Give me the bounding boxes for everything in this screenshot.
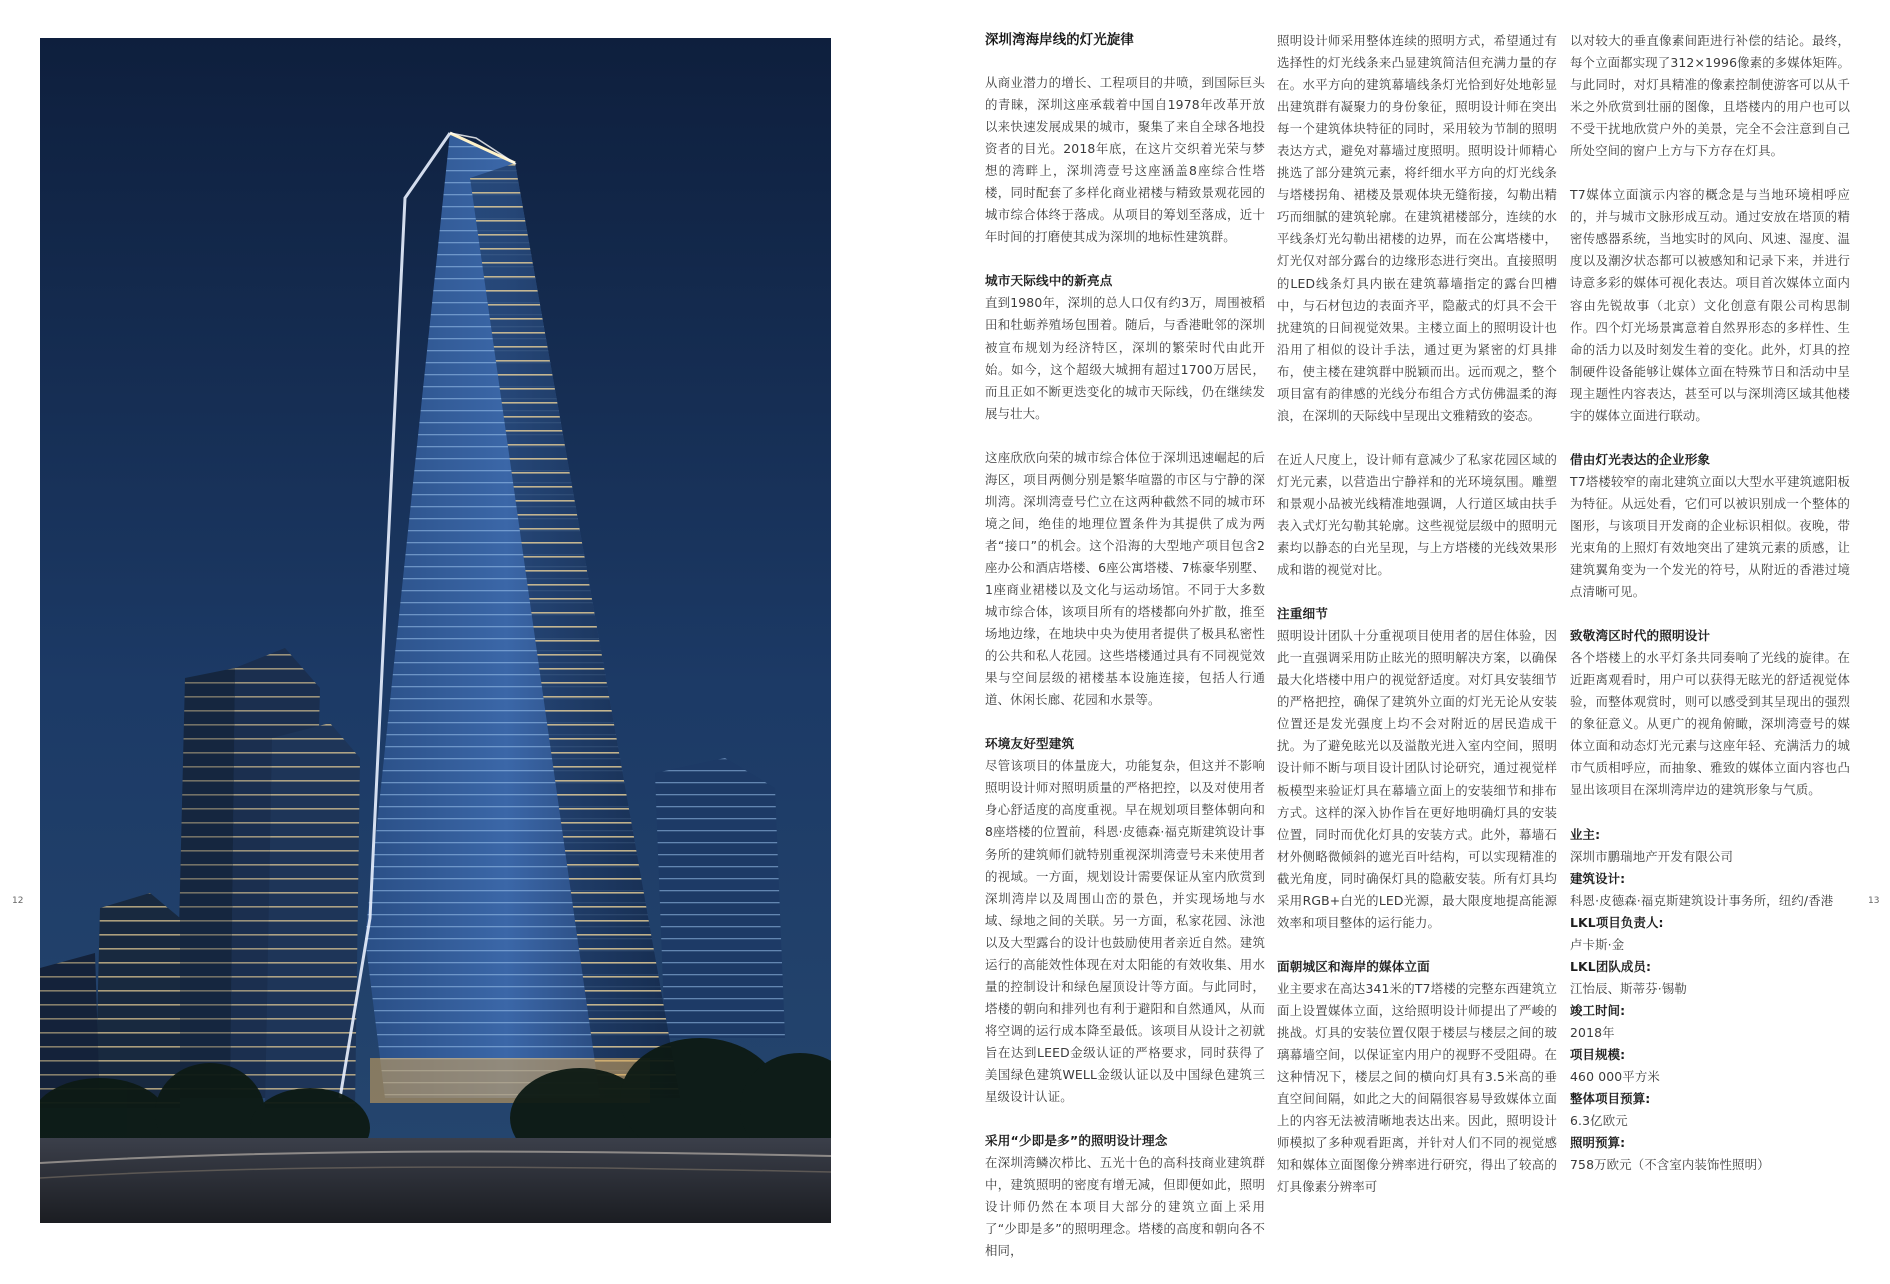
section-heading: 致敬湾区时代的照明设计 [1570, 628, 1711, 644]
info-label: 竣工时间: [1570, 1002, 1626, 1018]
text-column-1 [985, 30, 1265, 1284]
project-info [1570, 824, 1850, 1177]
info-value: 江怡辰、斯蒂芬·锡勒 [1570, 980, 1687, 996]
body-paragraph: 照明设计师采用整体连续的照明方式，希望通过有选择性的灯光线条来凸显建筑简洁但充满力量的存在。水平方向的建筑幕墙线条灯光恰到好处地彰显出建筑群有凝聚力的身份象征，照明设计师在突出每一个建筑体块特征的同时，采用较为节制的照明表达方式，避免对幕墙过度照明。照明设计师精心挑选了部分建筑元素，将纤细水平方向的灯光线条与塔楼拐角、裙楼及景观体块无缝衔接，勾勒出精巧而细腻的建筑轮廓。在建筑裙楼部分，连续的水平线条灯光勾勒出裙楼的边界，而在公寓塔楼中，灯光仅对部分露台的边缘形态进行突出。直接照明的LED线条灯具内嵌在建筑幕墙指定的露台凹槽中，与石材包边的表面齐平，隐蔽式的灯具不会干扰建筑的日间视觉效果。主楼立面上的照明设计也沿用了相似的设计手法，通过更为紧密的灯具排布，使主楼在建筑群中脱颖而出。远而观之，整个项目富有韵律感的光线分布组合方式仿佛温柔的海浪，在深圳的天际线中呈现出文雅精致的姿态。 [1277, 33, 1557, 423]
article-title: 深圳湾海岸线的灯光旋律 [985, 33, 1134, 48]
info-value: 758万欧元（不含室内装饰性照明） [1570, 1157, 1770, 1173]
body-paragraph: T7媒体立面演示内容的概念是与当地环境相呼应的，并与城市文脉形成互动。通过安放在塔顶的精密传感器系统，当地实时的风向、风速、湿度、温度以及潮汐状态都可以被感知和记录下来，并进行诗意多彩的媒体可视化表达。项目首次媒体立面内容由先锐故事（北京）文化创意有限公司构思制作。四个灯光场景寓意着自然界形态的多样性、生命的活力以及时刻发生着的变化。此外，灯具的控制硬件设备能够让媒体立面在特殊节日和活动中呈现主题性内容表达，甚至可以与深圳湾区域其他楼宇的媒体立面进行联动。 [1570, 187, 1850, 423]
page-number-left: 12 [12, 896, 24, 906]
section-heading: 环境友好型建筑 [985, 736, 1075, 752]
page-number-right: 13 [1868, 896, 1880, 906]
info-label: 照明预算: [1570, 1135, 1626, 1151]
text-column-3 [1570, 30, 1850, 1189]
info-label: 项目规模: [1570, 1046, 1626, 1062]
body-paragraph: 在近人尺度上，设计师有意减少了私家花园区域的灯光元素，以营造出宁静祥和的光环境氛围。雕塑和景观小品被光线精准地强调，人行道区域由扶手表入式灯光勾勒其轮廓。这些视觉层级中的照明元素均以静态的白光呈现，与上方塔楼的光线效果形成和谐的视觉对比。 [1277, 451, 1557, 578]
body-paragraph: 业主要求在高达341米的T7塔楼的完整东西建筑立面上设置媒体立面，这给照明设计师提出了严峻的挑战。灯具的安装位置仅限于楼层与楼层之间的玻璃幕墙空间，以保证室内用户的视野不受阻碍。在这种情况下，楼层之间的横向灯具有3.5米高的垂直空间间隔，如此之大的间隔很容易导致媒体立面上的内容无法被清晰地表达出来。因此，照明设计师模拟了多种观看距离，并针对人们不同的视觉感知和媒体立面图像分辨率进行研究，得出了较高的灯具像素分辨率可 [1277, 980, 1557, 1195]
section-heading: 城市天际线中的新亮点 [985, 273, 1113, 289]
info-label: LKL团队成员: [1570, 958, 1652, 974]
body-paragraph: T7塔楼较窄的南北建筑立面以大型水平建筑遮阳板为特征。从远处看，它们可以被识别成一个整体的图形，与该项目开发商的企业标识相似。夜晚，带光束角的上照灯有效地突出了建筑元素的质感，让建筑翼角变为一个发光的符号，从附近的香港过境点清晰可见。 [1570, 473, 1850, 600]
body-paragraph: 直到1980年，深圳的总人口仅有约3万，周围被稻田和牡蛎养殖场包围着。随后，与香港毗邻的深圳被宣布规划为经济特区，深圳的繁荣时代由此开始。如今，这个超级大城拥有超过1700万居民，而且正如不断更迭变化的城市天际线，仍在继续发展与壮大。 [985, 295, 1265, 421]
section-heading: 采用“少即是多”的照明设计理念 [985, 1133, 1168, 1149]
info-value: 6.3亿欧元 [1570, 1113, 1628, 1129]
photo-illustration [40, 38, 831, 1223]
body-paragraph: 以对较大的垂直像素间距进行补偿的结论。最终，每个立面都实现了312×1996像素的多媒体矩阵。与此同时，对灯具精准的像素控制使游客可以从千米之外欣赏到壮丽的图像，且塔楼内的用户也可以不受干扰地欣赏户外的美景，完全不会注意到自己所处空间的窗户上方与下方存在灯具。 [1570, 33, 1850, 159]
body-paragraph: 在深圳湾鳞次栉比、五光十色的高科技商业建筑群中，建筑照明的密度有增无减，但即便如此，照明设计师仍然在本项目大部分的建筑立面上采用了“少即是多”的照明理念。塔楼的高度和朝向各不相同， [985, 1155, 1265, 1259]
info-value: 卢卡斯·金 [1570, 936, 1625, 952]
body-paragraph: 从商业潜力的增长、工程项目的井喷，到国际巨头的青睐，深圳这座承载着中国自1978年改革开放以来快速发展成果的城市，聚集了来自全球各地投资者的目光。2018年底，在这片交织着光荣与梦想的湾畔上，深圳湾壹号这座涵盖8座综合性塔楼，同时配套了多样化商业裙楼与精致景观花园的城市综合体终于落成。从项目的筹划至落成，近十年时间的打磨使其成为深圳的地标性建筑群。 [985, 75, 1265, 245]
info-label: 建筑设计: [1570, 870, 1626, 886]
info-value: 科恩·皮德森·福克斯建筑设计事务所，纽约/香港 [1570, 892, 1834, 908]
info-label: LKL项目负责人: [1570, 914, 1664, 930]
body-paragraph: 各个塔楼上的水平灯条共同奏响了光线的旋律。在近距离观看时，用户可以获得无眩光的舒适视觉体验，而整体观赏时，则可以感受到其呈现出的强烈的象征意义。从更广的视角俯瞰，深圳湾壹号的媒体立面和动态灯光元素与这座年轻、充满活力的城市气质相呼应，而抽象、雅致的媒体立面内容也凸显出该项目在深圳湾岸边的建筑形象与气质。 [1570, 650, 1850, 798]
section-heading: 借由灯光表达的企业形象 [1570, 451, 1711, 467]
info-label: 整体项目预算: [1570, 1091, 1651, 1107]
body-paragraph: 尽管该项目的体量庞大，功能复杂，但这并不影响照明设计师对照明质量的严格把控，以及对使用者身心舒适度的高度重视。早在规划项目整体朝向和8座塔楼的位置前，科恩·皮德森·福克斯建筑设计事务所的建筑师们就特别重视深圳湾壹号未来使用者的视域。一方面，规划设计需要保证从室内欣赏到深圳湾岸以及周围山峦的景色，并实现场地与水域、绿地之间的关联。另一方面，私家花园、泳池以及大型露台的设计也鼓励使用者亲近自然。建筑运行的高能效性体现在对太阳能的有效收集、用水量的控制设计和绿色屋顶设计等方面。与此同时，塔楼的朝向和排列也有利于避阳和自然通风，从而将空调的运行成本降至最低。该项目从设计之初就旨在达到LEED金级认证的严格要求，同时获得了美国绿色建筑WELL金级认证以及中国绿色建筑三星级设计认证。 [985, 758, 1265, 1105]
text-column-2 [1277, 30, 1557, 1220]
info-label: 业主: [1570, 826, 1601, 842]
body-paragraph: 照明设计团队十分重视项目使用者的居住体验，因此一直强调采用防止眩光的照明解决方案，以确保最大化塔楼中用户的视觉舒适度。对灯具安装细节的严格把控，确保了建筑外立面的灯光无论从安装位置还是发光强度上均不会对附近的居民造成干扰。为了避免眩光以及溢散光进入室内空间，照明设计师不断与项目设计团队讨论研究，通过视觉样板模型来验证灯具在幕墙立面上的安装细节和排布方式。这样的深入协作旨在更好地明确灯具的安装位置，同时而优化灯具的安装方式。此外，幕墙石材外侧略微倾斜的遮光百叶结构，可以实现精准的截光角度，同时确保灯具的隐蔽安装。所有灯具均采用RGB+白光的LED光源，最大限度地提高能源效率和项目整体的运行能力。 [1277, 628, 1557, 930]
info-value: 深圳市鹏瑞地产开发有限公司 [1570, 848, 1734, 864]
section-heading: 面朝城区和海岸的媒体立面 [1277, 958, 1430, 974]
info-value: 2018年 [1570, 1024, 1615, 1040]
night-skyline-photo [40, 38, 831, 1223]
body-paragraph: 这座欣欣向荣的城市综合体位于深圳迅速崛起的后海区，项目两侧分别是繁华喧嚣的市区与宁静的深圳湾。深圳湾壹号伫立在这两种截然不同的城市环境之间，绝佳的地理位置条件为其提供了成为两者“接口”的机会。这个沿海的大型地产项目包含2座办公和酒店塔楼、6座公寓塔楼、7栋豪华别墅、1座商业裙楼以及文化与运动场馆。不同于大多数城市综合体，该项目所有的塔楼都向外扩散，推至场地边缘，在地块中央为使用者提供了极具私密性的公共和私人花园。这些塔楼通过具有不同视觉效果与空间层级的裙楼基本设施连接，包括人行通道、休闲长廊、花园和水景等。 [985, 449, 1265, 708]
section-heading: 注重细节 [1277, 606, 1328, 622]
info-value: 460 000平方米 [1570, 1069, 1660, 1085]
